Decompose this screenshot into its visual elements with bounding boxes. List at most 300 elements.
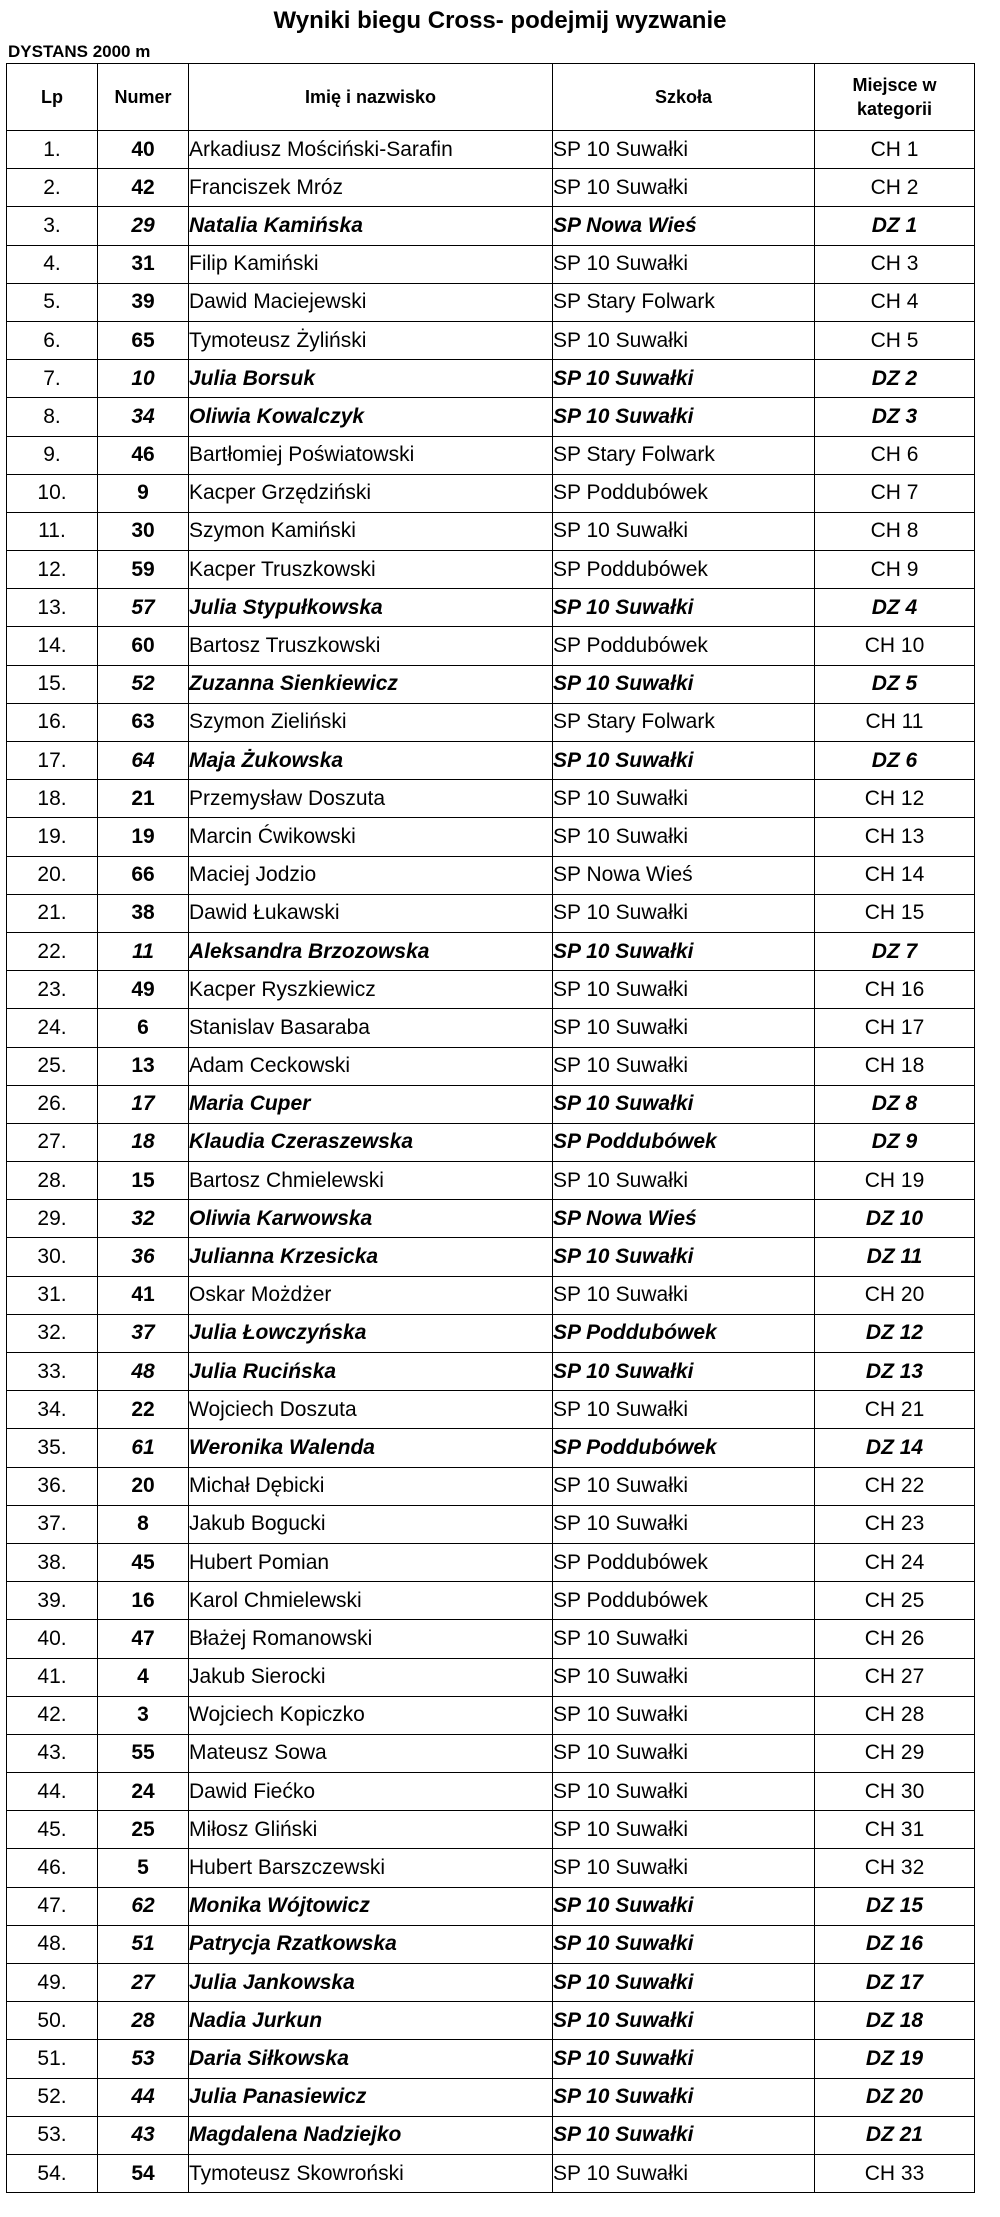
cell-school: SP 10 Suwałki: [553, 1620, 815, 1658]
cell-name: Wojciech Kopiczko: [189, 1696, 553, 1734]
cell-number: 19: [98, 818, 189, 856]
cell-name: Stanislav Basaraba: [189, 1009, 553, 1047]
cell-category: CH 3: [815, 245, 975, 283]
cell-lp: 28.: [7, 1162, 98, 1200]
cell-number: 16: [98, 1582, 189, 1620]
cell-lp: 34.: [7, 1391, 98, 1429]
cell-name: Jakub Bogucki: [189, 1505, 553, 1543]
cell-category: DZ 13: [815, 1353, 975, 1391]
cell-name: Nadia Jurkun: [189, 2002, 553, 2040]
cell-school: SP Poddubówek: [553, 551, 815, 589]
table-row: [7, 2154, 975, 2192]
cell-category: CH 30: [815, 1773, 975, 1811]
cell-name: Jakub Sierocki: [189, 1658, 553, 1696]
table-row: [7, 398, 975, 436]
cell-name: Julia Borsuk: [189, 360, 553, 398]
cell-category: CH 24: [815, 1543, 975, 1581]
cell-lp: 26.: [7, 1085, 98, 1123]
cell-lp: 21.: [7, 894, 98, 932]
cell-number: 54: [98, 2154, 189, 2192]
cell-name: Michał Dębicki: [189, 1467, 553, 1505]
cell-name: Zuzanna Sienkiewicz: [189, 665, 553, 703]
cell-school: SP 10 Suwałki: [553, 1773, 815, 1811]
cell-name: Maria Cuper: [189, 1085, 553, 1123]
cell-lp: 13.: [7, 589, 98, 627]
cell-name: Monika Wójtowicz: [189, 1887, 553, 1925]
cell-lp: 16.: [7, 703, 98, 741]
cell-lp: 10.: [7, 474, 98, 512]
cell-school: SP Nowa Wieś: [553, 1200, 815, 1238]
cell-category: DZ 20: [815, 2078, 975, 2116]
cell-category: DZ 3: [815, 398, 975, 436]
cell-school: SP 10 Suwałki: [553, 1047, 815, 1085]
table-row: [7, 665, 975, 703]
cell-number: 34: [98, 398, 189, 436]
cell-school: SP 10 Suwałki: [553, 2078, 815, 2116]
table-row: [7, 627, 975, 665]
table-row: [7, 742, 975, 780]
cell-school: SP 10 Suwałki: [553, 818, 815, 856]
cell-lp: 1.: [7, 131, 98, 169]
table-row: [7, 2002, 975, 2040]
cell-school: SP Poddubówek: [553, 1123, 815, 1161]
cell-name: Przemysław Doszuta: [189, 780, 553, 818]
cell-category: DZ 17: [815, 1964, 975, 2002]
cell-name: Weronika Walenda: [189, 1429, 553, 1467]
cell-name: Klaudia Czeraszewska: [189, 1123, 553, 1161]
cell-school: SP 10 Suwałki: [553, 971, 815, 1009]
table-row: [7, 1085, 975, 1123]
cell-school: SP Nowa Wieś: [553, 856, 815, 894]
table-row: [7, 971, 975, 1009]
cell-lp: 43.: [7, 1734, 98, 1772]
cell-category: DZ 4: [815, 589, 975, 627]
table-row: [7, 932, 975, 970]
cell-category: CH 8: [815, 512, 975, 550]
table-row: [7, 283, 975, 321]
cell-lp: 51.: [7, 2040, 98, 2078]
table-row: [7, 169, 975, 207]
cell-number: 47: [98, 1620, 189, 1658]
header-name: Imię i nazwisko: [189, 64, 553, 131]
cell-name: Kacper Grzędziński: [189, 474, 553, 512]
table-row: [7, 474, 975, 512]
header-lp: Lp: [7, 64, 98, 131]
cell-school: SP 10 Suwałki: [553, 894, 815, 932]
cell-number: 66: [98, 856, 189, 894]
cell-lp: 25.: [7, 1047, 98, 1085]
table-row: [7, 1353, 975, 1391]
cell-number: 46: [98, 436, 189, 474]
cell-number: 52: [98, 665, 189, 703]
cell-category: DZ 18: [815, 2002, 975, 2040]
cell-lp: 4.: [7, 245, 98, 283]
cell-category: DZ 9: [815, 1123, 975, 1161]
cell-number: 3: [98, 1696, 189, 1734]
cell-category: CH 29: [815, 1734, 975, 1772]
cell-lp: 31.: [7, 1276, 98, 1314]
cell-category: DZ 11: [815, 1238, 975, 1276]
cell-school: SP 10 Suwałki: [553, 1696, 815, 1734]
cell-name: Julia Stypułkowska: [189, 589, 553, 627]
cell-school: SP 10 Suwałki: [553, 2116, 815, 2154]
table-row: [7, 1467, 975, 1505]
table-row: [7, 589, 975, 627]
header-row: [7, 64, 975, 131]
cell-number: 29: [98, 207, 189, 245]
cell-lp: 36.: [7, 1467, 98, 1505]
cell-category: CH 33: [815, 2154, 975, 2192]
cell-number: 53: [98, 2040, 189, 2078]
table-row: [7, 1582, 975, 1620]
cell-school: SP 10 Suwałki: [553, 131, 815, 169]
table-row: [7, 207, 975, 245]
cell-number: 28: [98, 2002, 189, 2040]
cell-number: 30: [98, 512, 189, 550]
cell-number: 15: [98, 1162, 189, 1200]
cell-lp: 47.: [7, 1887, 98, 1925]
cell-school: SP 10 Suwałki: [553, 780, 815, 818]
cell-name: Bartłomiej Poświatowski: [189, 436, 553, 474]
header-school: Szkoła: [553, 64, 815, 131]
cell-number: 55: [98, 1734, 189, 1772]
cell-lp: 24.: [7, 1009, 98, 1047]
cell-school: SP 10 Suwałki: [553, 1734, 815, 1772]
cell-number: 21: [98, 780, 189, 818]
cell-school: SP 10 Suwałki: [553, 1276, 815, 1314]
cell-name: Szymon Kamiński: [189, 512, 553, 550]
cell-name: Natalia Kamińska: [189, 207, 553, 245]
cell-lp: 44.: [7, 1773, 98, 1811]
cell-number: 37: [98, 1314, 189, 1352]
cell-lp: 32.: [7, 1314, 98, 1352]
cell-school: SP 10 Suwałki: [553, 1238, 815, 1276]
header-number: Numer: [98, 64, 189, 131]
cell-number: 4: [98, 1658, 189, 1696]
table-row: [7, 360, 975, 398]
cell-name: Kacper Ryszkiewicz: [189, 971, 553, 1009]
cell-number: 51: [98, 1925, 189, 1963]
table-row: [7, 1200, 975, 1238]
cell-number: 39: [98, 283, 189, 321]
cell-number: 24: [98, 1773, 189, 1811]
cell-category: CH 13: [815, 818, 975, 856]
cell-name: Julia Panasiewicz: [189, 2078, 553, 2116]
cell-category: CH 1: [815, 131, 975, 169]
cell-number: 22: [98, 1391, 189, 1429]
cell-lp: 20.: [7, 856, 98, 894]
cell-lp: 35.: [7, 1429, 98, 1467]
results-table-body: [7, 131, 975, 2193]
cell-lp: 45.: [7, 1811, 98, 1849]
cell-name: Mateusz Sowa: [189, 1734, 553, 1772]
cell-number: 13: [98, 1047, 189, 1085]
distance-label: DYSTANS 2000 m: [8, 42, 151, 61]
cell-number: 27: [98, 1964, 189, 2002]
cell-school: SP Poddubówek: [553, 1314, 815, 1352]
cell-name: Oliwia Kowalczyk: [189, 398, 553, 436]
cell-name: Szymon Zieliński: [189, 703, 553, 741]
cell-category: CH 22: [815, 1467, 975, 1505]
cell-school: SP Poddubówek: [553, 627, 815, 665]
table-row: [7, 2040, 975, 2078]
cell-number: 5: [98, 1849, 189, 1887]
cell-lp: 5.: [7, 283, 98, 321]
cell-school: SP 10 Suwałki: [553, 1467, 815, 1505]
cell-number: 32: [98, 1200, 189, 1238]
cell-name: Oskar Możdżer: [189, 1276, 553, 1314]
cell-number: 41: [98, 1276, 189, 1314]
cell-category: CH 26: [815, 1620, 975, 1658]
cell-name: Wojciech Doszuta: [189, 1391, 553, 1429]
cell-number: 63: [98, 703, 189, 741]
cell-category: CH 18: [815, 1047, 975, 1085]
cell-name: Daria Siłkowska: [189, 2040, 553, 2078]
cell-lp: 15.: [7, 665, 98, 703]
cell-name: Julia Jankowska: [189, 1964, 553, 2002]
page-title: Wyniki biegu Cross- podejmij wyzwanie: [273, 7, 727, 34]
cell-lp: 22.: [7, 932, 98, 970]
cell-name: Dawid Maciejewski: [189, 283, 553, 321]
cell-school: SP Stary Folwark: [553, 436, 815, 474]
table-row: [7, 1238, 975, 1276]
table-row: [7, 818, 975, 856]
cell-school: SP 10 Suwałki: [553, 1505, 815, 1543]
table-row: [7, 1047, 975, 1085]
cell-lp: 48.: [7, 1925, 98, 1963]
cell-name: Marcin Ćwikowski: [189, 818, 553, 856]
cell-name: Bartosz Truszkowski: [189, 627, 553, 665]
cell-number: 60: [98, 627, 189, 665]
cell-lp: 40.: [7, 1620, 98, 1658]
cell-name: Julia Rucińska: [189, 1353, 553, 1391]
cell-name: Maja Żukowska: [189, 742, 553, 780]
cell-lp: 14.: [7, 627, 98, 665]
cell-lp: 23.: [7, 971, 98, 1009]
table-row: [7, 1620, 975, 1658]
table-row: [7, 1505, 975, 1543]
cell-lp: 52.: [7, 2078, 98, 2116]
cell-school: SP 10 Suwałki: [553, 1391, 815, 1429]
cell-number: 62: [98, 1887, 189, 1925]
table-row: [7, 1276, 975, 1314]
table-row: [7, 1811, 975, 1849]
cell-school: SP Stary Folwark: [553, 283, 815, 321]
cell-number: 25: [98, 1811, 189, 1849]
cell-lp: 11.: [7, 512, 98, 550]
cell-lp: 30.: [7, 1238, 98, 1276]
cell-category: CH 28: [815, 1696, 975, 1734]
table-row: [7, 894, 975, 932]
cell-lp: 7.: [7, 360, 98, 398]
cell-category: DZ 16: [815, 1925, 975, 1963]
cell-number: 20: [98, 1467, 189, 1505]
cell-lp: 49.: [7, 1964, 98, 2002]
table-row: [7, 551, 975, 589]
cell-category: DZ 2: [815, 360, 975, 398]
cell-name: Julianna Krzesicka: [189, 1238, 553, 1276]
table-row: [7, 780, 975, 818]
cell-school: SP Poddubówek: [553, 1543, 815, 1581]
cell-school: SP 10 Suwałki: [553, 1353, 815, 1391]
cell-school: SP Poddubówek: [553, 1582, 815, 1620]
cell-number: 48: [98, 1353, 189, 1391]
table-row: [7, 1123, 975, 1161]
cell-category: CH 20: [815, 1276, 975, 1314]
cell-name: Maciej Jodzio: [189, 856, 553, 894]
table-row: [7, 436, 975, 474]
cell-category: CH 5: [815, 321, 975, 359]
cell-number: 44: [98, 2078, 189, 2116]
results-table-header: [7, 64, 975, 131]
cell-name: Arkadiusz Mościński-Sarafin: [189, 131, 553, 169]
cell-number: 61: [98, 1429, 189, 1467]
cell-number: 59: [98, 551, 189, 589]
cell-name: Filip Kamiński: [189, 245, 553, 283]
cell-number: 18: [98, 1123, 189, 1161]
table-row: [7, 1429, 975, 1467]
cell-category: DZ 14: [815, 1429, 975, 1467]
cell-category: DZ 19: [815, 2040, 975, 2078]
cell-lp: 29.: [7, 1200, 98, 1238]
table-row: [7, 856, 975, 894]
cell-category: DZ 7: [815, 932, 975, 970]
cell-school: SP 10 Suwałki: [553, 932, 815, 970]
cell-school: SP Poddubówek: [553, 1429, 815, 1467]
header-category: [815, 64, 975, 131]
cell-school: SP 10 Suwałki: [553, 1811, 815, 1849]
table-row: [7, 1658, 975, 1696]
cell-name: Miłosz Gliński: [189, 1811, 553, 1849]
cell-category: CH 19: [815, 1162, 975, 1200]
table-row: [7, 245, 975, 283]
cell-lp: 2.: [7, 169, 98, 207]
cell-lp: 27.: [7, 1123, 98, 1161]
cell-name: Karol Chmielewski: [189, 1582, 553, 1620]
cell-school: SP 10 Suwałki: [553, 169, 815, 207]
cell-number: 42: [98, 169, 189, 207]
cell-number: 10: [98, 360, 189, 398]
cell-lp: 54.: [7, 2154, 98, 2192]
cell-school: SP 10 Suwałki: [553, 1887, 815, 1925]
cell-name: Franciszek Mróz: [189, 169, 553, 207]
cell-school: SP 10 Suwałki: [553, 1162, 815, 1200]
cell-number: 6: [98, 1009, 189, 1047]
table-row: [7, 1314, 975, 1352]
cell-school: SP 10 Suwałki: [553, 360, 815, 398]
results-table: [6, 63, 975, 2193]
cell-category: DZ 10: [815, 1200, 975, 1238]
table-row: [7, 1009, 975, 1047]
table-row: [7, 1925, 975, 1963]
cell-number: 40: [98, 131, 189, 169]
cell-category: CH 14: [815, 856, 975, 894]
cell-category: DZ 15: [815, 1887, 975, 1925]
cell-lp: 50.: [7, 2002, 98, 2040]
cell-lp: 6.: [7, 321, 98, 359]
cell-school: SP 10 Suwałki: [553, 1658, 815, 1696]
cell-category: CH 17: [815, 1009, 975, 1047]
cell-number: 8: [98, 1505, 189, 1543]
cell-school: SP 10 Suwałki: [553, 398, 815, 436]
table-row: [7, 1543, 975, 1581]
cell-number: 64: [98, 742, 189, 780]
table-row: [7, 1964, 975, 2002]
cell-name: Hubert Barszczewski: [189, 1849, 553, 1887]
cell-category: CH 4: [815, 283, 975, 321]
cell-category: CH 31: [815, 1811, 975, 1849]
cell-number: 38: [98, 894, 189, 932]
cell-number: 9: [98, 474, 189, 512]
cell-school: SP 10 Suwałki: [553, 321, 815, 359]
cell-number: 57: [98, 589, 189, 627]
cell-category: CH 12: [815, 780, 975, 818]
cell-name: Dawid Łukawski: [189, 894, 553, 932]
cell-lp: 18.: [7, 780, 98, 818]
cell-number: 11: [98, 932, 189, 970]
cell-lp: 46.: [7, 1849, 98, 1887]
table-row: [7, 1734, 975, 1772]
cell-name: Julia Łowczyńska: [189, 1314, 553, 1352]
cell-category: DZ 5: [815, 665, 975, 703]
cell-school: SP 10 Suwałki: [553, 245, 815, 283]
cell-name: Bartosz Chmielewski: [189, 1162, 553, 1200]
cell-category: CH 15: [815, 894, 975, 932]
table-row: [7, 703, 975, 741]
table-row: [7, 131, 975, 169]
table-row: [7, 321, 975, 359]
cell-number: 65: [98, 321, 189, 359]
cell-lp: 17.: [7, 742, 98, 780]
cell-number: 31: [98, 245, 189, 283]
cell-name: Kacper Truszkowski: [189, 551, 553, 589]
cell-lp: 37.: [7, 1505, 98, 1543]
cell-category: CH 2: [815, 169, 975, 207]
cell-name: Aleksandra Brzozowska: [189, 932, 553, 970]
cell-category: DZ 8: [815, 1085, 975, 1123]
cell-lp: 53.: [7, 2116, 98, 2154]
cell-lp: 8.: [7, 398, 98, 436]
cell-school: SP 10 Suwałki: [553, 1009, 815, 1047]
cell-category: DZ 12: [815, 1314, 975, 1352]
cell-lp: 38.: [7, 1543, 98, 1581]
cell-school: SP 10 Suwałki: [553, 589, 815, 627]
cell-lp: 19.: [7, 818, 98, 856]
table-row: [7, 2078, 975, 2116]
cell-number: 49: [98, 971, 189, 1009]
table-row: [7, 1162, 975, 1200]
cell-school: SP 10 Suwałki: [553, 2154, 815, 2192]
cell-name: Dawid Fiećko: [189, 1773, 553, 1811]
cell-category: CH 11: [815, 703, 975, 741]
cell-school: SP Poddubówek: [553, 474, 815, 512]
cell-school: SP 10 Suwałki: [553, 742, 815, 780]
cell-name: Tymoteusz Żyliński: [189, 321, 553, 359]
cell-category: DZ 6: [815, 742, 975, 780]
cell-school: SP 10 Suwałki: [553, 2040, 815, 2078]
cell-lp: 12.: [7, 551, 98, 589]
cell-school: SP 10 Suwałki: [553, 1849, 815, 1887]
cell-school: SP Stary Folwark: [553, 703, 815, 741]
cell-category: CH 32: [815, 1849, 975, 1887]
table-row: [7, 1391, 975, 1429]
cell-lp: 9.: [7, 436, 98, 474]
cell-name: Patrycja Rzatkowska: [189, 1925, 553, 1963]
cell-lp: 41.: [7, 1658, 98, 1696]
cell-category: CH 23: [815, 1505, 975, 1543]
cell-name: Hubert Pomian: [189, 1543, 553, 1581]
cell-name: Tymoteusz Skowroński: [189, 2154, 553, 2192]
